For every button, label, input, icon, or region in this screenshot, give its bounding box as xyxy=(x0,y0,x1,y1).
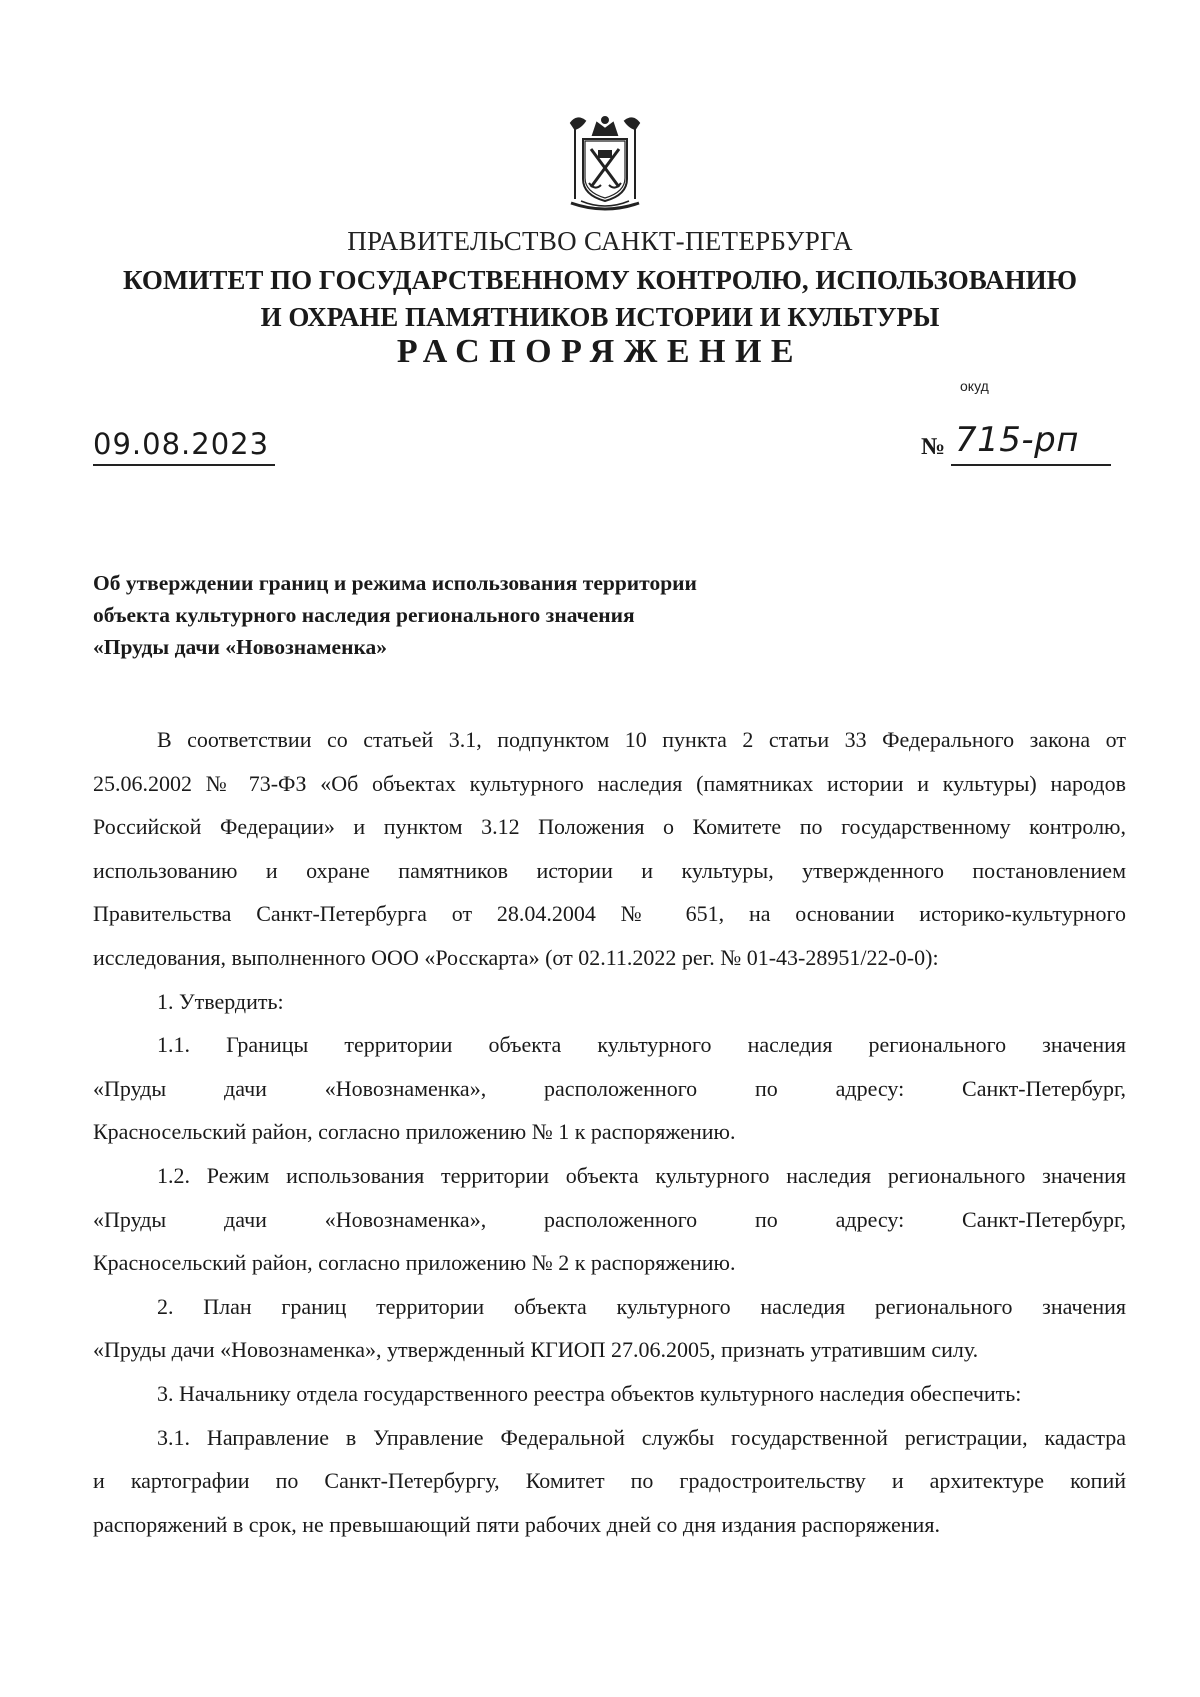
body-line: использованию и охране памятников истории и культуры, утвержденного постановлением xyxy=(93,857,1126,883)
committee-title xyxy=(0,262,1200,336)
document-number xyxy=(921,420,1111,468)
government-title: ПРАВИТЕЛЬСТВО САНКТ-ПЕТЕРБУРГА xyxy=(347,226,853,256)
document-body xyxy=(93,718,1126,1546)
body-line: и картографии по Санкт-Петербургу, Комитет по градостроительству и архитектуре копий xyxy=(93,1468,1126,1494)
number-underline xyxy=(951,464,1111,466)
body-line: 1.2. Режим использования территории объекта культурного наследия регионального значения xyxy=(157,1162,1126,1188)
body-line: «Пруды дачи «Новознаменка», утвержденный КГИОП 27.06.2005, признать утратившим силу. xyxy=(93,1337,979,1363)
subject-line: объекта культурного наследия регионального значения xyxy=(93,603,635,627)
body-line: 1. Утвердить: xyxy=(157,988,284,1014)
subject-line: «Пруды дачи «Новознаменка» xyxy=(93,635,388,659)
body-line: 1.1. Границы территории объекта культурного наследия регионального значения xyxy=(157,1032,1126,1058)
body-line: 25.06.2002 № 73-ФЗ «Об объектах культурного наследия (памятниках истории и культуры) народов xyxy=(93,770,1126,796)
committee-title-line: КОМИТЕТ ПО ГОСУДАРСТВЕННОМУ КОНТРОЛЮ, ИСПОЛЬЗОВАНИЮ xyxy=(123,265,1077,295)
document-type: РАСПОРЯЖЕНИЕ xyxy=(396,333,804,370)
body-line: Российской Федерации» и пунктом 3.12 Положения о Комитете по государственному контролю, xyxy=(93,814,1126,840)
committee-title-line: И ОХРАНЕ ПАМЯТНИКОВ ИСТОРИИ И КУЛЬТУРЫ xyxy=(260,302,940,332)
date-underline xyxy=(93,464,275,466)
body-line: «Пруды дачи «Новознаменка», расположенного по адресу: Санкт-Петербург, xyxy=(93,1206,1126,1232)
document-subject xyxy=(93,567,853,663)
subject-line: Об утверждении границ и режима использования территории xyxy=(93,571,697,595)
body-line: Красносельский район, согласно приложению № 2 к распоряжению. xyxy=(93,1250,736,1276)
body-line: 3. Начальнику отдела государственного реестра объектов культурного наследия обеспечить: xyxy=(157,1380,1022,1406)
number-sign: № xyxy=(921,434,946,460)
body-line: 2. План границ территории объекта культурного наследия регионального значения xyxy=(157,1293,1126,1319)
body-line: В соответствии со статьей 3.1, подпунктом 10 пункта 2 статьи 33 Федерального закона от xyxy=(157,727,1126,752)
number-value: 715-рп xyxy=(955,420,1079,460)
body-line: исследования, выполненного ООО «Росскарта» (от 02.11.2022 рег. № 01-43-28951/22-0-0): xyxy=(93,944,939,970)
body-line: Правительства Санкт-Петербурга от 28.04.2004 № 651, на основании историко-культурного xyxy=(93,901,1126,927)
document-date: 09.08.2023 xyxy=(93,427,270,461)
body-line: распоряжений в срок, не превышающий пяти рабочих дней со дня издания распоряжения. xyxy=(93,1511,940,1537)
body-line: Красносельский район, согласно приложению № 1 к распоряжению. xyxy=(93,1119,736,1145)
okud-label: окуд xyxy=(960,378,989,394)
coat-of-arms-icon xyxy=(563,113,647,215)
body-line: 3.1. Направление в Управление Федеральной службы государственной регистрации, кадастра xyxy=(157,1424,1126,1450)
body-line: «Пруды дачи «Новознаменка», расположенного по адресу: Санкт-Петербург, xyxy=(93,1075,1126,1101)
